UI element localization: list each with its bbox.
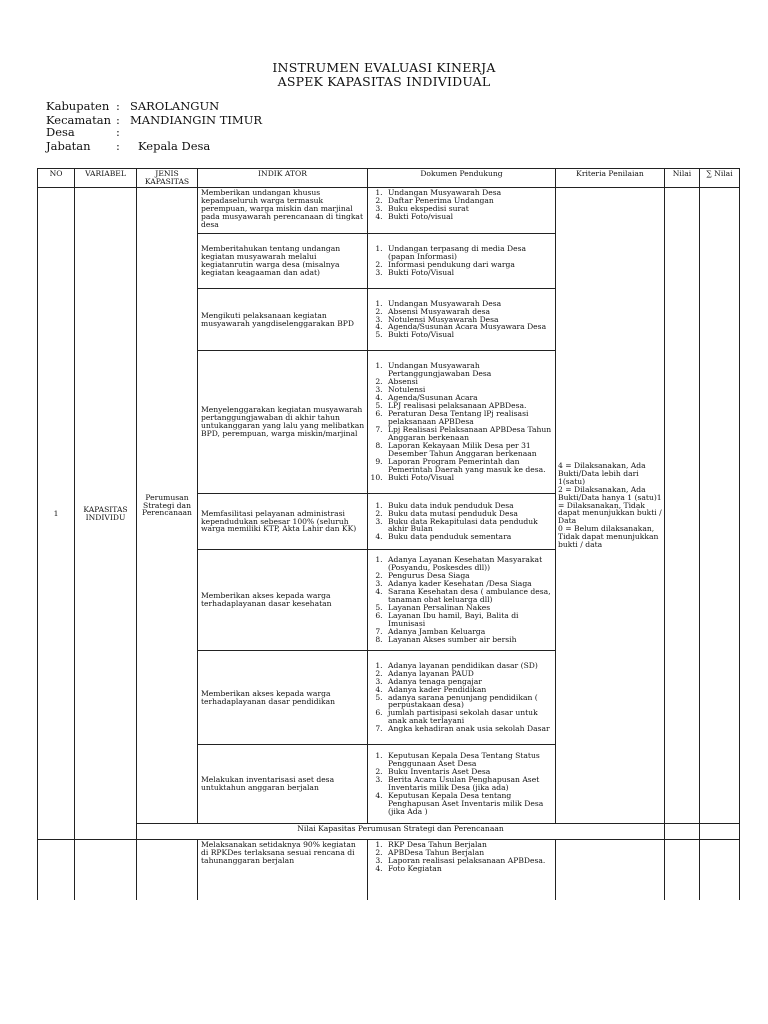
doc-item: 8. Laporan Kekayaan Milik Desa per 31 Desember Tahun Anggaran berkenaan <box>385 442 553 458</box>
docs-cell <box>368 840 556 900</box>
indikator-cell: Memberikan akses kepada warga terhadaplayanan dasar pendidikan <box>198 651 368 745</box>
docs-cell <box>368 745 556 824</box>
doc-item: 1. Keputusan Kepala Desa Tentang Status Penggunaan Aset Desa <box>385 752 553 768</box>
doc-item: 2. Informasi pendukung dari warga <box>385 261 553 269</box>
meta-label: Desa <box>46 125 75 139</box>
header-sum-nilai: ∑ Nilai <box>700 169 740 188</box>
header-indikator: INDIK ATOR <box>198 169 368 188</box>
docs-list <box>370 752 553 816</box>
doc-item: 1. Undangan Musyawarah Pertanggungjawaban Desa <box>385 362 553 378</box>
doc-item: 2. Buku Inventaris Aset Desa <box>385 768 553 776</box>
header-jenis: JENIS KAPASITAS <box>137 169 198 188</box>
doc-item: 4. Agenda/Susunan Acara <box>385 394 553 402</box>
meta-sep: : <box>116 125 120 139</box>
doc-item: 3. Notulensi <box>385 386 553 394</box>
meta-sep: : <box>116 99 120 113</box>
nilai-cell <box>665 188 700 824</box>
subtotal-sum <box>700 824 740 840</box>
docs-list <box>370 556 553 644</box>
subtotal-label: Nilai Kapasitas Perumusan Strategi dan Perencanaan <box>137 824 665 840</box>
sum-nilai-cell <box>700 188 740 824</box>
docs-cell <box>368 651 556 745</box>
doc-item: 3. Adanya kader Kesehatan /Desa Siaga <box>385 580 553 588</box>
doc-item: 3. Adanya tenaga pengajar <box>385 678 553 686</box>
nilai-cell-empty <box>665 840 700 900</box>
header-nilai: Nilai <box>665 169 700 188</box>
meta-sep: : <box>116 113 120 127</box>
doc-item: 3. Bukti Foto/Visual <box>385 269 553 277</box>
doc-item: 3. Buku ekspedisi surat <box>385 205 553 213</box>
meta-value: MANDIANGIN TIMUR <box>130 113 263 127</box>
variabel-cell-empty <box>75 840 137 900</box>
doc-item: 1. RKP Desa Tahun Berjalan <box>385 841 553 849</box>
indikator-cell: Melaksanakan setidaknya 90% kegiatan di RPKDes terlaksana sesuai rencana di tahunanggaran berjalan <box>198 840 368 900</box>
docs-cell <box>368 234 556 289</box>
indikator-cell: Mengikuti pelaksanaan kegiatan musyawarah yangdiselenggarakan BPD <box>198 289 368 351</box>
doc-item: 1. Undangan Musyawarah Desa <box>385 300 553 308</box>
doc-item: 5. Layanan Persalinan Nakes <box>385 604 553 612</box>
doc-item: 1. Buku data induk penduduk Desa <box>385 502 553 510</box>
indikator-cell: Memberikan akses kepada warga terhadaplayanan dasar kesehatan <box>198 550 368 651</box>
indikator-cell: Menyelenggarakan kegiatan musyawarah pertanggungjawaban di akhir tahun untukanggaran yang lalu yang melibatkan BPD, perempuan, warga miskin/marjinal <box>198 351 368 494</box>
doc-item: 2. Absensi <box>385 378 553 386</box>
meta-value: Kepala Desa <box>138 139 211 153</box>
docs-list <box>370 362 553 482</box>
header-kriteria: Kriteria Penilaian <box>556 169 665 188</box>
meta-label: Jabatan <box>46 139 91 153</box>
subtotal-nilai <box>665 824 700 840</box>
doc-item: 6. jumlah partisipasi sekolah dasar untuk anak anak terlayani <box>385 709 553 725</box>
doc-item: 6. Peraturan Desa Tentang lPj realisasi pelaksanaan APBDesa <box>385 410 553 426</box>
doc-item: 10. Bukti Foto/Visual <box>385 474 553 482</box>
doc-item: 2. Adanya layanan PAUD <box>385 670 553 678</box>
sum-nilai-cell-empty <box>700 840 740 900</box>
page-title-line-2: ASPEK KAPASITAS INDIVIDUAL <box>277 74 491 89</box>
doc-item: 6. Layanan Ibu hamil, Bayi, Balita di Imunisasi <box>385 612 553 628</box>
docs-cell <box>368 494 556 550</box>
meta-label: Kabupaten <box>46 99 110 113</box>
meta-value: SAROLANGUN <box>130 99 220 113</box>
docs-list <box>370 189 553 221</box>
docs-list <box>370 245 553 277</box>
doc-item: 2. APBDesa Tahun Berjalan <box>385 849 553 857</box>
header-variabel: VARIABEL <box>75 169 137 188</box>
header-no: NO <box>38 169 75 188</box>
jenis-cell: Perumusan Strategi dan Perencanaan <box>137 188 198 824</box>
docs-cell <box>368 351 556 494</box>
docs-cell <box>368 188 556 234</box>
kriteria-cell-empty <box>556 840 665 900</box>
doc-item: 7. Lpj Realisasi Pelaksanaan APBDesa Tahun Anggaran berkenaan <box>385 426 553 442</box>
indikator-cell: Memberitahukan tentang undangan kegiatan musyawarah melalui kegiatanrutin warga desa (misalnya kegiatan keagaaman dan adat) <box>198 234 368 289</box>
doc-item: 4. Agenda/Susunan Acara Musyawara Desa <box>385 323 553 331</box>
doc-item: 1. Undangan terpasang di media Desa (papan Informasi) <box>385 245 553 261</box>
doc-item: 3. Buku data Rekapitulasi data penduduk akhir Bulan <box>385 518 553 534</box>
indikator-cell: Memfasilitasi pelayanan administrasi kependudukan sebesar 100% (seluruh warga memiliki KTP, Akta Lahir dan KK) <box>198 494 368 550</box>
doc-item: 1. Adanya Layanan Kesehatan Masyarakat (Posyandu, Poskesdes dll)) <box>385 556 553 572</box>
doc-item: 7. Angka kehadiran anak usia sekolah Dasar <box>385 725 553 733</box>
doc-item: 4. Adanya kader Pendidikan <box>385 686 553 694</box>
no-cell-empty <box>38 840 75 900</box>
table-header-row <box>38 169 740 188</box>
docs-list <box>370 502 553 542</box>
evaluation-table <box>37 168 740 900</box>
doc-item: 2. Pengurus Desa Siaga <box>385 572 553 580</box>
doc-item: 9. Laporan Program Pemerintah dan Pemerintah Daerah yang masuk ke desa. <box>385 458 553 474</box>
doc-item: 2. Buku data mutasi penduduk Desa <box>385 510 553 518</box>
doc-item: 2. Daftar Penerima Undangan <box>385 197 553 205</box>
doc-item: 4. Foto Kegiatan <box>385 865 553 873</box>
doc-item: 5. adanya sarana penunjang pendidikan ( perpustakaan desa) <box>385 694 553 710</box>
doc-item: 5. LPJ realisasi pelaksanaan APBDesa. <box>385 402 553 410</box>
doc-item: 7. Adanya Jamban Keluarga <box>385 628 553 636</box>
docs-list <box>370 662 553 734</box>
doc-item: 3. Notulensi Musyawarah Desa <box>385 316 553 324</box>
no-cell: 1 <box>38 188 75 840</box>
doc-item: 4. Sarana Kesehatan desa ( ambulance desa, tanaman obat keluarga dll) <box>385 588 553 604</box>
header-dokumen: Dokumen Pendukung <box>368 169 556 188</box>
kriteria-cell: 4 = Dilaksanakan, Ada Bukti/Data lebih dari 1(satu) 2 = Dilaksanakan, Ada Bukti/Data hanya 1 (satu)1 = Dilaksanakan, Tidak dapat menunjukkan bukti / Data 0 = Belum dilaksanakan, Tidak dapat menunjukkan bukti / data <box>556 188 665 824</box>
indikator-cell: Memberikan undangan khusus kepadaseluruh warga termasuk perempuan, warga miskin dan marjinal pada musyawarah perencanaan di tingkat desa <box>198 188 368 234</box>
doc-item: 8. Layanan Akses sumber air bersih <box>385 636 553 644</box>
subtotal-row <box>38 824 740 840</box>
variabel-cell: KAPASITAS INDIVIDU <box>75 188 137 840</box>
table-row <box>38 188 740 234</box>
docs-list <box>370 300 553 340</box>
docs-list <box>370 841 553 873</box>
doc-item: 4. Buku data penduduk sementara <box>385 533 553 541</box>
docs-cell <box>368 550 556 651</box>
meta-sep: : <box>116 139 120 153</box>
doc-item: 2. Absensi Musyawarah desa <box>385 308 553 316</box>
doc-item: 3. Laporan realisasi pelaksanaan APBDesa. <box>385 857 553 865</box>
meta-label: Kecamatan <box>46 113 112 127</box>
docs-cell <box>368 289 556 351</box>
doc-item: 3. Berita Acara Usulan Penghapusan Aset Inventaris milik Desa (jika ada) <box>385 776 553 792</box>
doc-item: 1. Adanya layanan pendidikan dasar (SD) <box>385 662 553 670</box>
doc-item: 1. Undangan Musyawarah Desa <box>385 189 553 197</box>
table-row <box>38 840 740 900</box>
doc-item: 5. Bukti Foto/Visual <box>385 331 553 339</box>
indikator-cell: Melakukan inventarisasi aset desa untuktahun anggaran berjalan <box>198 745 368 824</box>
doc-item: 4. Bukti Foto/visual <box>385 213 553 221</box>
doc-item: 4. Keputusan Kepala Desa tentang Penghapusan Aset Inventaris milik Desa (jika Ada ) <box>385 792 553 816</box>
jenis-cell-empty <box>137 840 198 900</box>
page-title-line-1: INSTRUMEN EVALUASI KINERJA <box>272 60 496 75</box>
